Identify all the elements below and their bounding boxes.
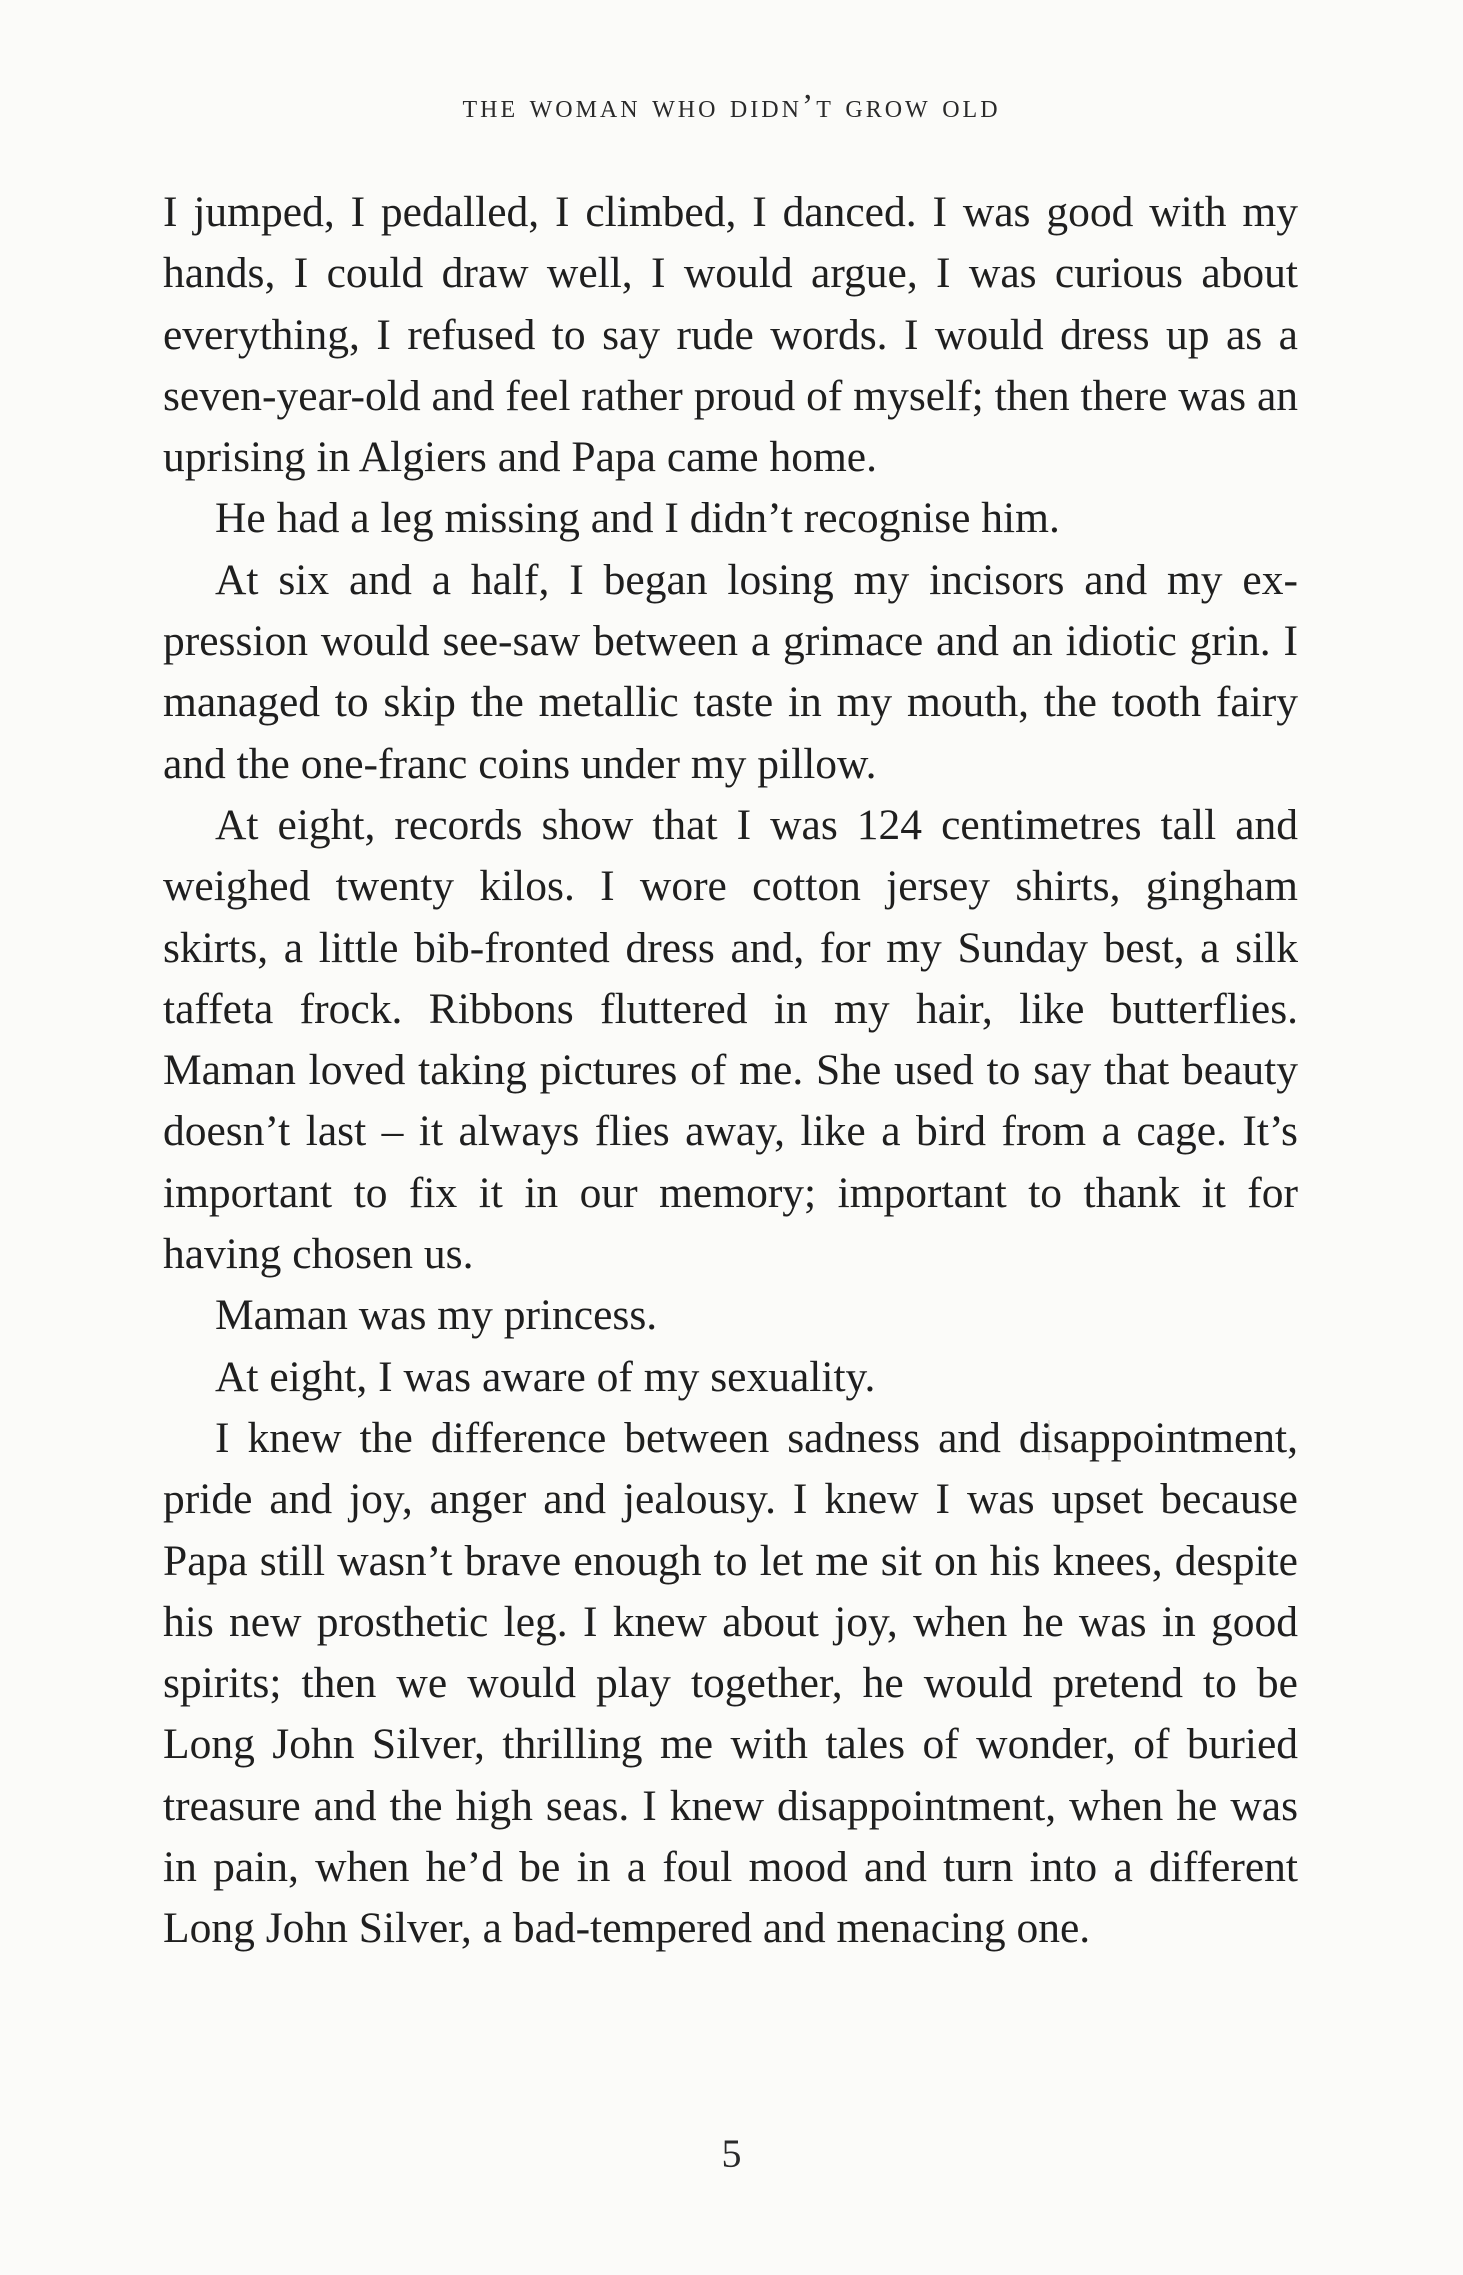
paragraph-5: Maman was my princess.: [215, 1291, 658, 1340]
paragraph-1: I jumped, I pedalled, I climbed, I danced. I was good with my hands, I could draw well, I would argue, I was curious about everything, I refused to say rude words. I would dress up as a seven-year-old and feel rather proud of myself; then there was an uprising in Algiers and Papa came home.: [163, 188, 1298, 482]
page-number: 5: [721, 2131, 742, 2176]
paragraph-7: I knew the difference between sadness and disappointment, pride and joy, anger and jealousy. I knew I was upset because Papa still wasn’t brave enough to let me sit on his knees, despite his new prosthetic leg. I knew about joy, when he was in good spirits; then we would play together, he would pretend to be Long John Silver, thrilling me with tales of wonder, of buried treasure and the high seas. I knew disappointment, when he was in pain, when he’d be in a foul mood and turn into a different Long John Silver, a bad-tempered and menacing one.: [163, 1413, 1298, 1953]
running-head: the woman who didn’t grow old: [462, 88, 1001, 125]
paragraph-3: At six and a half, I began losing my incisors and my expression would see-saw between a grimace and an idiotic grin. I managed to skip the metallic taste in my mouth, the tooth fairy and the one-franc coins under my pillow.: [163, 555, 1298, 788]
paragraph-2: He had a leg missing and I didn’t recognise him.: [215, 494, 1060, 543]
paragraph-4: At eight, records show that I was 124 centimetres tall and weighed twenty kilos. I wore cotton jersey shirts, gingham skirts, a little bib-fronted dress and, for my Sunday best, a silk taffeta frock. Ribbons fluttered in my hair, like butterflies. Maman loved taking pictures of me. She used to say that beauty doesn’t last – it always flies away, like a bird from a cage. It’s important to fix it in our memory; important to thank it for having chosen us.: [163, 800, 1298, 1279]
body-text: [163, 182, 1298, 1960]
paragraph-6: At eight, I was aware of my sexuality.: [215, 1352, 876, 1401]
